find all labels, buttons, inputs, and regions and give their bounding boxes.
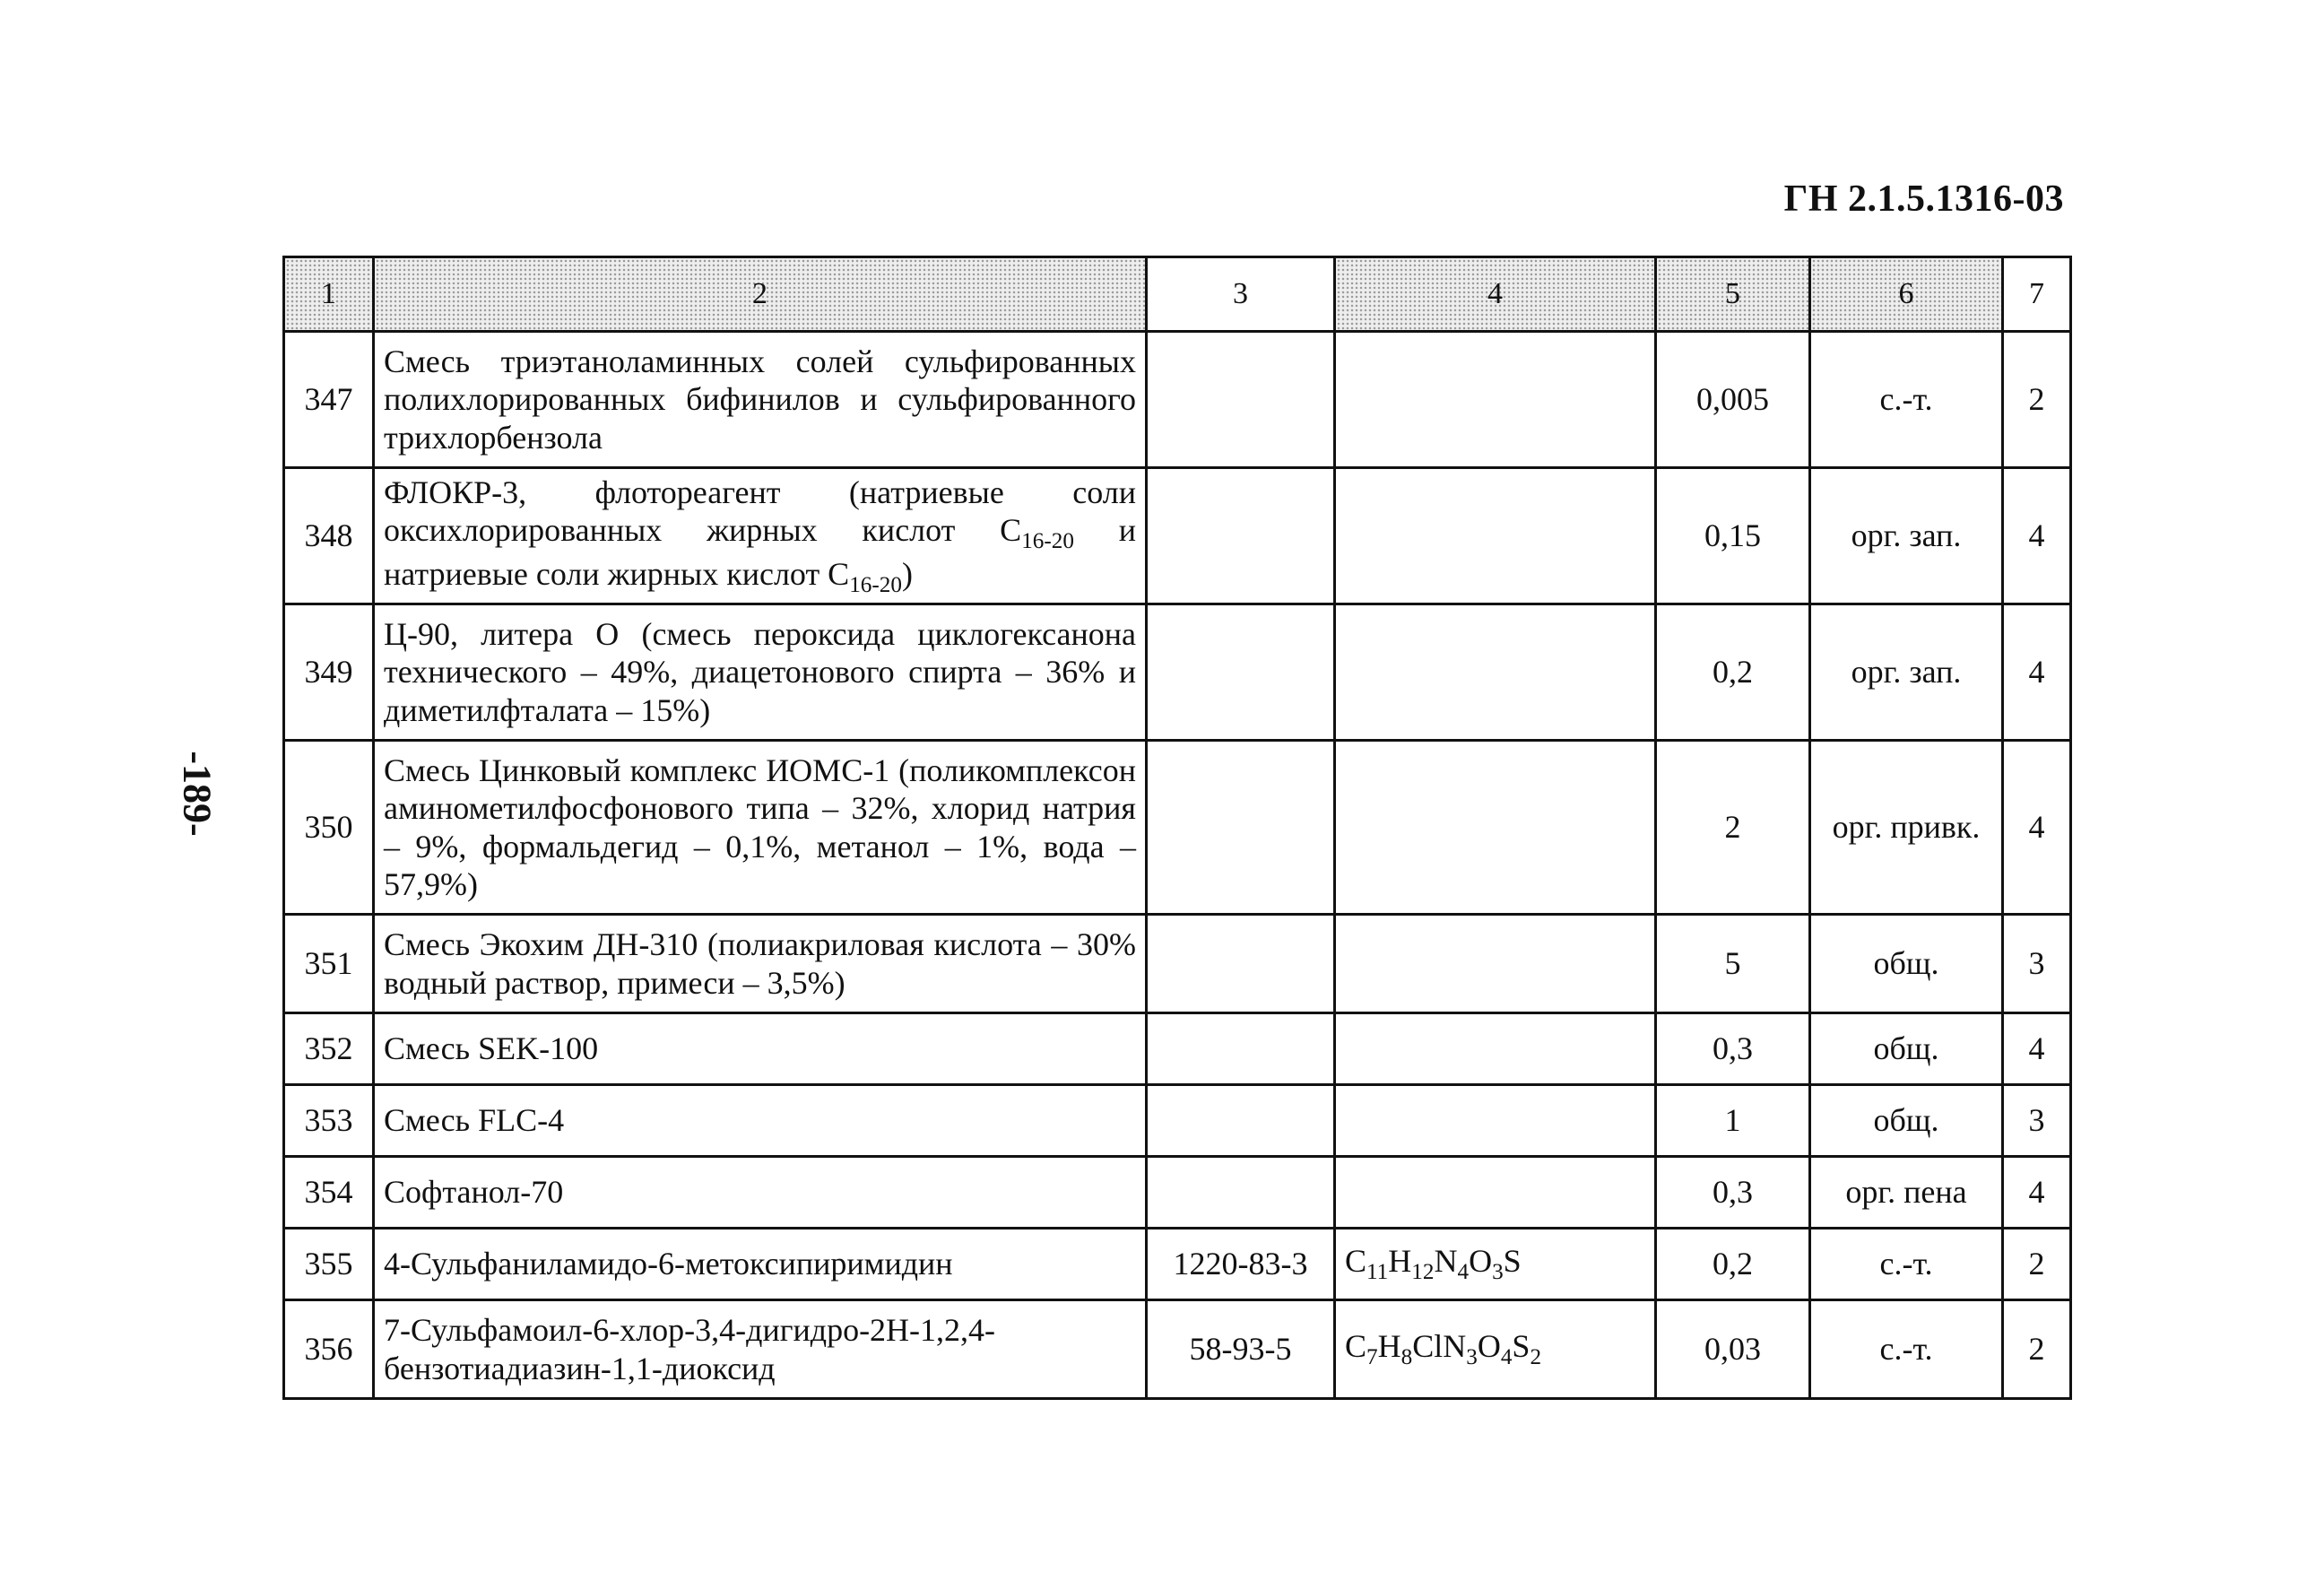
concentration-value: 2	[1656, 741, 1810, 915]
row-number: 352	[284, 1013, 374, 1085]
formula-subscript: 7	[1366, 1344, 1378, 1369]
formula	[1335, 1013, 1656, 1085]
header-col-5: 5	[1656, 257, 1810, 332]
formula-element: O	[1469, 1242, 1493, 1279]
table-row	[284, 1157, 2071, 1229]
table-row	[284, 468, 2071, 604]
formula-subscript: 4	[1500, 1344, 1513, 1369]
formula-subscript: 3	[1492, 1259, 1504, 1284]
substance-name: Софтанол-70	[374, 1157, 1147, 1229]
hazard-class: 4	[2003, 1157, 2071, 1229]
cas-number	[1147, 468, 1335, 604]
limiting-indicator: общ.	[1810, 1013, 2003, 1085]
formula-subscript: 2	[1530, 1344, 1542, 1369]
formula-subscript: 8	[1400, 1344, 1413, 1369]
formula-element: N	[1434, 1242, 1458, 1279]
header-col-7: 7	[2003, 257, 2071, 332]
cas-number	[1147, 915, 1335, 1013]
row-number: 349	[284, 604, 374, 741]
hazard-class: 3	[2003, 915, 2071, 1013]
header-col-6: 6	[1810, 257, 2003, 332]
formula	[1335, 332, 1656, 468]
limiting-indicator: орг. пена	[1810, 1157, 2003, 1229]
substance-name: 4-Сульфаниламидо-6-метоксипиримидин	[374, 1229, 1147, 1300]
row-number: 350	[284, 741, 374, 915]
cas-number	[1147, 1013, 1335, 1085]
limiting-indicator: общ.	[1810, 915, 2003, 1013]
formula	[1335, 1229, 1656, 1300]
cas-number	[1147, 1085, 1335, 1157]
cas-number: 1220-83-3	[1147, 1229, 1335, 1300]
formula-element: ClN	[1412, 1327, 1467, 1364]
name-part: и натриевые соли жирных кислот С	[384, 511, 1136, 592]
substance-name: Смесь FLC-4	[374, 1085, 1147, 1157]
substance-name: Смесь Цинковый комплекс ИОМС-1 (поликомплексон аминометилфосфонового типа – 32%, хлорид натрия – 9%, формальдегид – 0,1%, метанол – 1%, вода – 57,9%)	[374, 741, 1147, 915]
hazard-class: 3	[2003, 1085, 2071, 1157]
cas-number	[1147, 1157, 1335, 1229]
limiting-indicator: с.-т.	[1810, 1300, 2003, 1399]
formula-element: O	[1477, 1327, 1501, 1364]
row-number: 348	[284, 468, 374, 604]
substance-name: Смесь Экохим ДН-310 (полиакриловая кислота – 30% водный раствор, примеси – 3,5%)	[374, 915, 1147, 1013]
header-row	[284, 257, 2071, 332]
concentration-value: 0,005	[1656, 332, 1810, 468]
concentration-value: 5	[1656, 915, 1810, 1013]
row-number: 351	[284, 915, 374, 1013]
name-part: ФЛОКР-3, флотореагент (натриевые соли оксихлорированных жирных кислот С	[384, 474, 1136, 548]
formula	[1335, 915, 1656, 1013]
hazard-class: 2	[2003, 1300, 2071, 1399]
hazard-class: 2	[2003, 1229, 2071, 1300]
table-row	[284, 1085, 2071, 1157]
cas-number	[1147, 332, 1335, 468]
concentration-value: 0,2	[1656, 1229, 1810, 1300]
formula	[1335, 1157, 1656, 1229]
cas-number	[1147, 741, 1335, 915]
formula	[1335, 1300, 1656, 1399]
name-part: )	[901, 555, 913, 592]
formula	[1335, 1085, 1656, 1157]
formula-subscript: 11	[1366, 1259, 1389, 1284]
header-col-1: 1	[284, 257, 374, 332]
formula-element: C	[1345, 1327, 1367, 1364]
table-row	[284, 604, 2071, 741]
substance-name: Смесь SEK-100	[374, 1013, 1147, 1085]
limiting-indicator: общ.	[1810, 1085, 2003, 1157]
table-row	[284, 1300, 2071, 1399]
table-row	[284, 332, 2071, 468]
header-col-3: 3	[1147, 257, 1335, 332]
concentration-value: 0,2	[1656, 604, 1810, 741]
page-number: -189-	[175, 751, 220, 837]
limiting-indicator: орг. привк.	[1810, 741, 2003, 915]
formula	[1335, 468, 1656, 604]
table-row	[284, 741, 2071, 915]
row-number: 355	[284, 1229, 374, 1300]
concentration-value: 0,15	[1656, 468, 1810, 604]
substance-name: 7-Сульфамоил-6-хлор-3,4-дигидро-2Н-1,2,4-бензотиадиазин-1,1-диоксид	[374, 1300, 1147, 1399]
row-number: 356	[284, 1300, 374, 1399]
concentration-value: 0,03	[1656, 1300, 1810, 1399]
row-number: 353	[284, 1085, 374, 1157]
hazard-class: 4	[2003, 468, 2071, 604]
substance-name	[374, 468, 1147, 604]
formula-subscript: 3	[1466, 1344, 1478, 1369]
limiting-indicator: орг. зап.	[1810, 604, 2003, 741]
header-col-4: 4	[1335, 257, 1656, 332]
hazard-class: 2	[2003, 332, 2071, 468]
row-number: 354	[284, 1157, 374, 1229]
concentration-value: 0,3	[1656, 1013, 1810, 1085]
formula-element: S	[1503, 1242, 1522, 1279]
limiting-indicator: с.-т.	[1810, 1229, 2003, 1300]
cas-number: 58-93-5	[1147, 1300, 1335, 1399]
substance-name: Смесь триэтаноламинных солей сульфированных полихлорированных бифинилов и сульфированного трихлорбензола	[374, 332, 1147, 468]
hazard-class: 4	[2003, 1013, 2071, 1085]
formula-element: H	[1388, 1242, 1412, 1279]
header-col-2: 2	[374, 257, 1147, 332]
concentration-value: 0,3	[1656, 1157, 1810, 1229]
name-subscript: 16-20	[1021, 529, 1074, 554]
formula-element: S	[1512, 1327, 1531, 1364]
hazard-class: 4	[2003, 741, 2071, 915]
substance-table	[282, 256, 2072, 1400]
formula-subscript: 4	[1457, 1259, 1470, 1284]
table-row	[284, 915, 2071, 1013]
row-number: 347	[284, 332, 374, 468]
formula	[1335, 604, 1656, 741]
cas-number	[1147, 604, 1335, 741]
name-subscript: 16-20	[849, 572, 902, 597]
substance-name: Ц-90, литера О (смесь пероксида циклогексанона технического – 49%, диацетонового спирта – 36% и диметилфталата – 15%)	[374, 604, 1147, 741]
concentration-value: 1	[1656, 1085, 1810, 1157]
limiting-indicator: орг. зап.	[1810, 468, 2003, 604]
table-row	[284, 1013, 2071, 1085]
formula-element: C	[1345, 1242, 1367, 1279]
formula-element: H	[1377, 1327, 1401, 1364]
limiting-indicator: с.-т.	[1810, 332, 2003, 468]
formula-subscript: 12	[1411, 1259, 1435, 1284]
hazard-class: 4	[2003, 604, 2071, 741]
formula	[1335, 741, 1656, 915]
document-code: ГН 2.1.5.1316-03	[1783, 178, 2064, 220]
table-row	[284, 1229, 2071, 1300]
